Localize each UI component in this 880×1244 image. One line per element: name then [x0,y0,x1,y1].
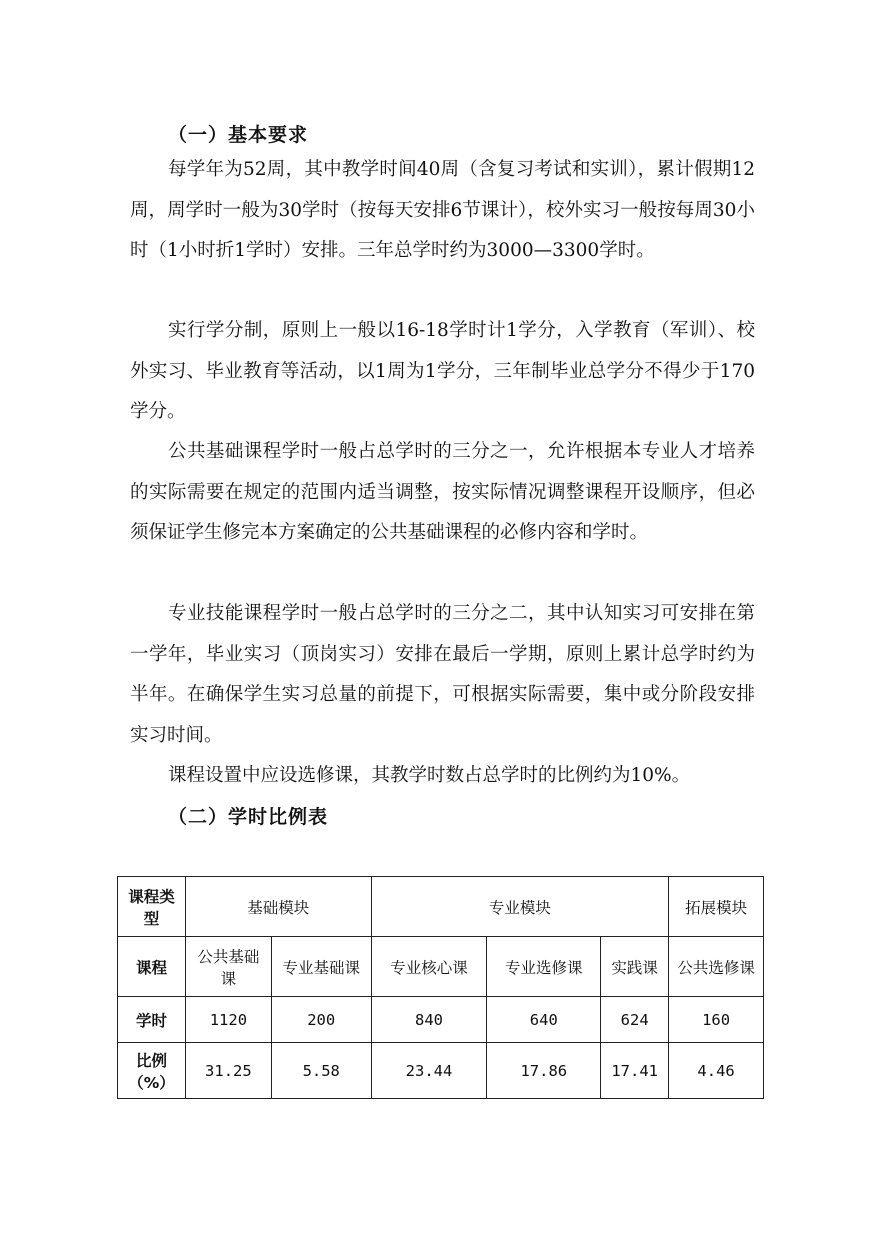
hours-cell: 624 [601,997,669,1043]
hours-cell: 1120 [185,997,271,1043]
ratio-cell: 4.46 [669,1043,764,1099]
row-header-course-type: 课程类型 [118,877,186,937]
course-cell: 专业核心课 [371,937,487,997]
hours-cell: 200 [271,997,371,1043]
hours-cell: 840 [371,997,487,1043]
table-row-hours [118,997,764,1043]
ratio-cell: 23.44 [371,1043,487,1099]
course-cell: 专业选修课 [487,937,601,997]
ratio-cell: 17.86 [487,1043,601,1099]
course-cell: 公共选修课 [669,937,764,997]
paragraph-public-courses: 公共基础课程学时一般占总学时的三分之一，允许根据本专业人才培养的实际需要在规定的范围内适当调整，按实际情况调整课程开设顺序，但必须保证学生修完本方案确定的公共基础课程的必修内容和学时。 [130,441,755,543]
ratio-cell: 31.25 [185,1043,271,1099]
hours-ratio-table [117,876,764,1099]
table-row-module [118,877,764,937]
section-heading-hours-ratio-table: （二）学时比例表 [168,806,329,828]
ratio-cell: 17.41 [601,1043,669,1099]
row-header-ratio: 比例（%） [118,1043,186,1099]
module-basic: 基础模块 [185,877,371,937]
paragraph-weeks: 每学年为52周，其中教学时间40周（含复习考试和实训），累计假期12周，周学时一般为30学时（按每天安排6节课计），校外实习一般按每周30小时（1小时折1学时）安排。三年总学时约为3000—3300学时。 [130,159,755,261]
course-cell: 专业基础课 [271,937,371,997]
ratio-cell: 5.58 [271,1043,371,1099]
hours-cell: 640 [487,997,601,1043]
hours-cell: 160 [669,997,764,1043]
section-heading-basic-requirements: （一）基本要求 [168,124,309,146]
table-row-ratio [118,1043,764,1099]
paragraph-electives: 课程设置中应设选修课，其教学时数占总学时的比例约为10%。 [168,765,691,786]
module-professional: 专业模块 [371,877,669,937]
paragraph-credits: 实行学分制，原则上一般以16-18学时计1学分，入学教育（军训）、校外实习、毕业教育等活动，以1周为1学分，三年制毕业总学分不得少于170学分。 [130,320,755,422]
paragraph-professional-courses: 专业技能课程学时一般占总学时的三分之二，其中认知实习可安排在第一学年，毕业实习（顶岗实习）安排在最后一学期，原则上累计总学时约为半年。在确保学生实习总量的前提下，可根据实际需要，集中或分阶段安排实习时间。 [130,603,755,746]
course-cell: 实践课 [601,937,669,997]
table-row-course [118,937,764,997]
course-cell: 公共基础课 [185,937,271,997]
row-header-course: 课程 [118,937,186,997]
module-extension: 拓展模块 [669,877,764,937]
row-header-hours: 学时 [118,997,186,1043]
